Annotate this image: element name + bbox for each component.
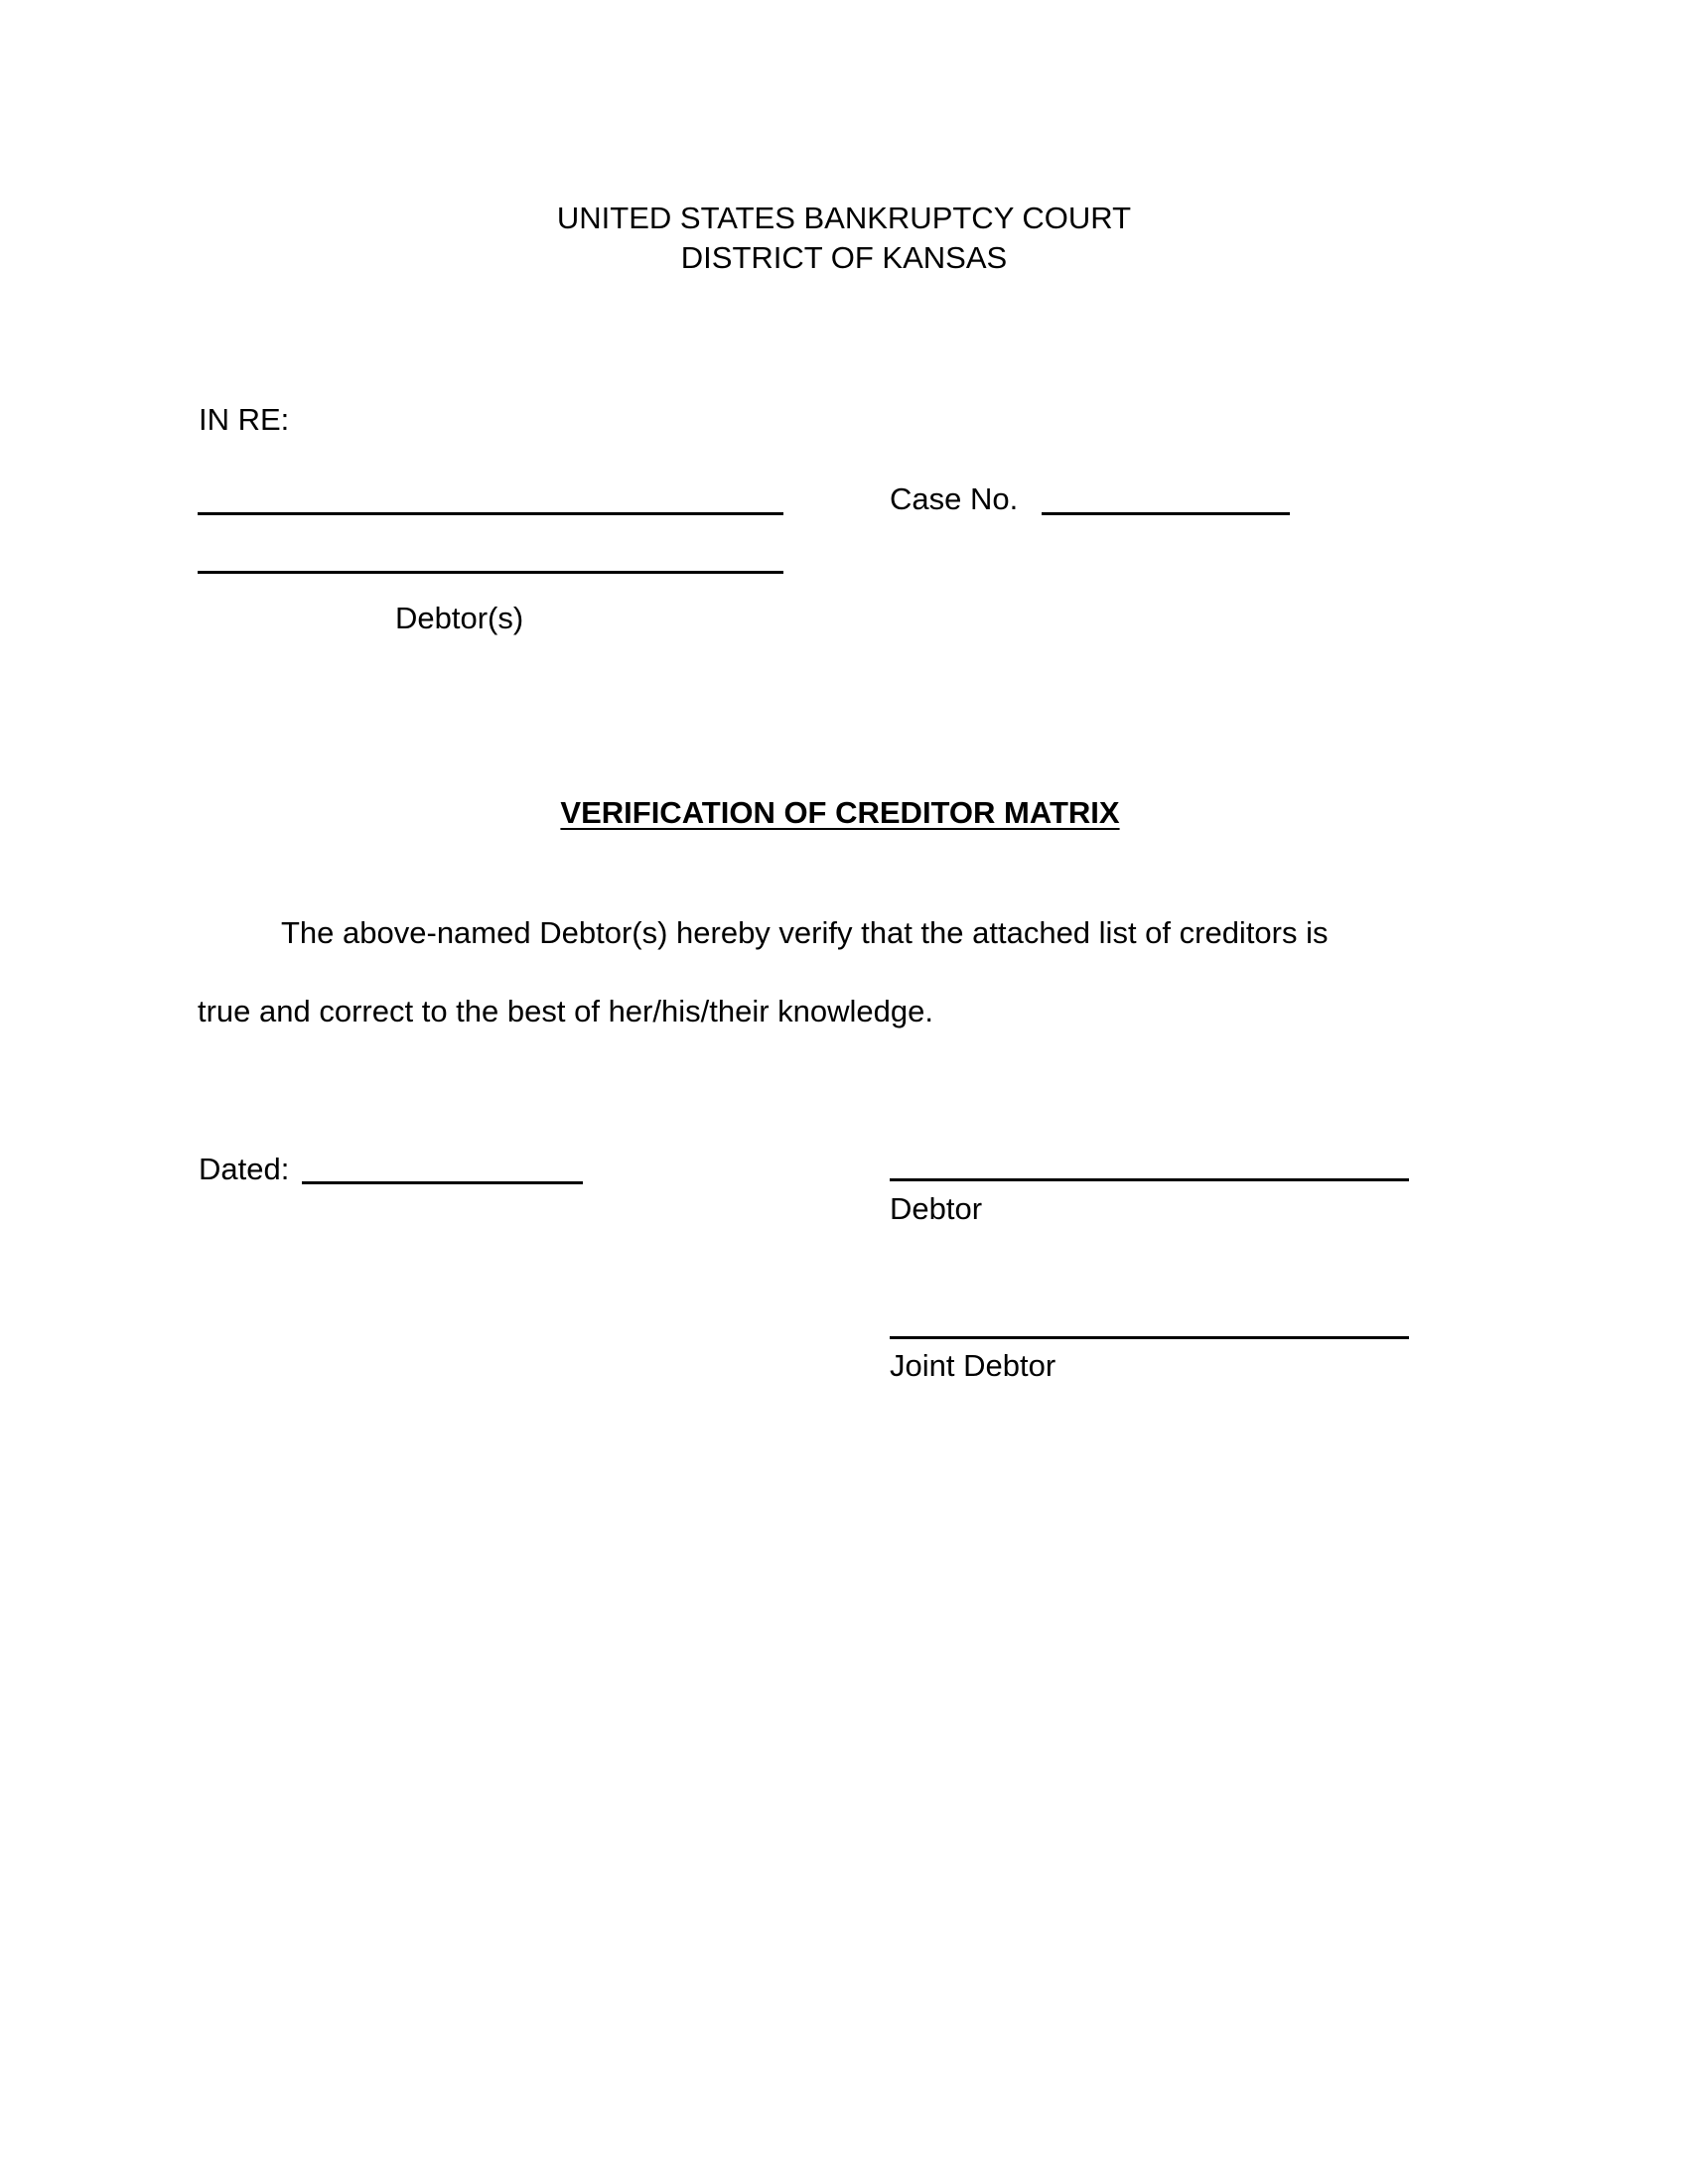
dated-label: Dated:: [199, 1152, 290, 1186]
case-no-label: Case No.: [890, 481, 1019, 516]
verification-paragraph-line-1: The above-named Debtor(s) hereby verify that the attached list of creditors is: [281, 915, 1329, 950]
joint-debtor-signature-label: Joint Debtor: [890, 1348, 1056, 1383]
document-title: VERIFICATION OF CREDITOR MATRIX: [560, 795, 1120, 830]
court-name: UNITED STATES BANKRUPTCY COURT: [556, 201, 1132, 235]
debtor-name-line-1[interactable]: [198, 512, 783, 515]
debtors-label: Debtor(s): [395, 601, 524, 635]
case-no-line[interactable]: [1042, 512, 1290, 515]
dated-line[interactable]: [302, 1181, 583, 1184]
debtor-signature-line[interactable]: [890, 1178, 1409, 1181]
court-district: DISTRICT OF KANSAS: [680, 240, 1008, 275]
joint-debtor-signature-line[interactable]: [890, 1336, 1409, 1339]
debtor-name-line-2[interactable]: [198, 571, 783, 574]
verification-paragraph-line-2: true and correct to the best of her/his/their knowledge.: [198, 994, 933, 1028]
debtor-signature-label: Debtor: [890, 1191, 983, 1226]
in-re-label: IN RE:: [199, 402, 290, 437]
